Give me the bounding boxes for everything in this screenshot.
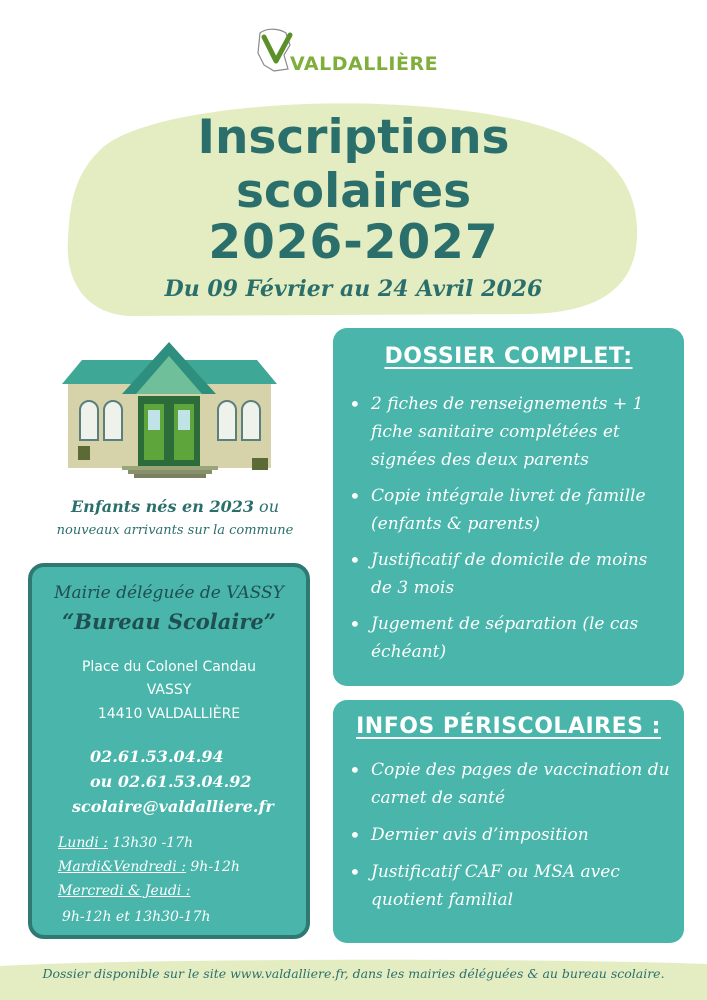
dossier-complet-title: DOSSIER COMPLET:	[384, 344, 633, 369]
hours-monday	[58, 835, 193, 851]
hours-wednesday-thursday	[58, 883, 190, 899]
children-birth-year: Enfants nés en 2023	[70, 497, 254, 516]
list-item: • Justificatif CAF ou MSA avec quotient familial	[347, 858, 672, 914]
bureau-scolaire-title: “Bureau Scolaire”	[62, 609, 276, 634]
footer-note: Dossier disponible sur le site www.valdalliere.fr, dans les mairies déléguées & au bureau scolaire.	[42, 966, 665, 981]
list-item: • Copie intégrale livret de famille (enfants & parents)	[347, 482, 672, 538]
infos-periscolaires-card	[333, 700, 684, 943]
title-line-2: scolaires	[235, 164, 472, 219]
dossier-complet-card	[333, 328, 684, 686]
list-item: • Jugement de séparation (le cas échéant)	[347, 610, 672, 666]
hours-wednesday-thursday-day: Mercredi & Jeudi :	[58, 883, 191, 899]
logo-text: VALDALLIÈRE	[290, 53, 439, 75]
contact-email: scolaire@valdalliere.fr	[72, 797, 274, 816]
new-arrivals-note: nouveaux arrivants sur la commune	[56, 523, 294, 538]
list-item: • Dernier avis d’imposition	[347, 821, 672, 849]
school-building-icon	[62, 338, 277, 478]
valdalliere-logo	[250, 25, 450, 75]
hours-tuesday-friday-day: Mardi&Vendredi :	[58, 859, 186, 875]
address-postcode: 14410 VALDALLIÈRE	[97, 706, 241, 722]
phone-number-1: 02.61.53.04.94	[90, 747, 224, 766]
list-item: • Justificatif de domicile de moins de 3 mois	[347, 546, 672, 602]
hours-tuesday-friday-time: 9h-12h	[185, 859, 240, 875]
dossier-list	[347, 390, 672, 674]
list-item: • Copie des pages de vaccination du carnet de santé	[347, 756, 672, 812]
children-or: ou	[253, 497, 279, 516]
registration-dates: Du 09 Février au 24 Avril 2026	[164, 276, 543, 302]
periscolaire-list	[347, 756, 672, 923]
address-street: Place du Colonel Candau	[81, 659, 257, 675]
list-item: • 2 fiches de renseignements + 1 fiche sanitaire complétées et signées des deux parents	[347, 390, 672, 474]
infos-periscolaires-title: INFOS PÉRISCOLAIRES :	[356, 714, 661, 739]
title-line-1: Inscriptions	[197, 110, 510, 165]
title-line-3: 2026-2027	[208, 215, 499, 270]
hours-wednesday-thursday-time: 9h-12h et 13h30-17h	[62, 909, 211, 925]
phone-number-2: ou 02.61.53.04.92	[90, 772, 252, 791]
hours-monday-time: 13h30 -17h	[107, 835, 194, 851]
mairie-title: Mairie déléguée de VASSY	[54, 583, 284, 603]
children-eligibility	[20, 497, 330, 516]
hours-monday-day: Lundi :	[58, 835, 108, 851]
address-town: VASSY	[146, 682, 192, 698]
hours-tuesday-friday	[58, 859, 240, 875]
mairie-contact-card	[28, 563, 310, 939]
